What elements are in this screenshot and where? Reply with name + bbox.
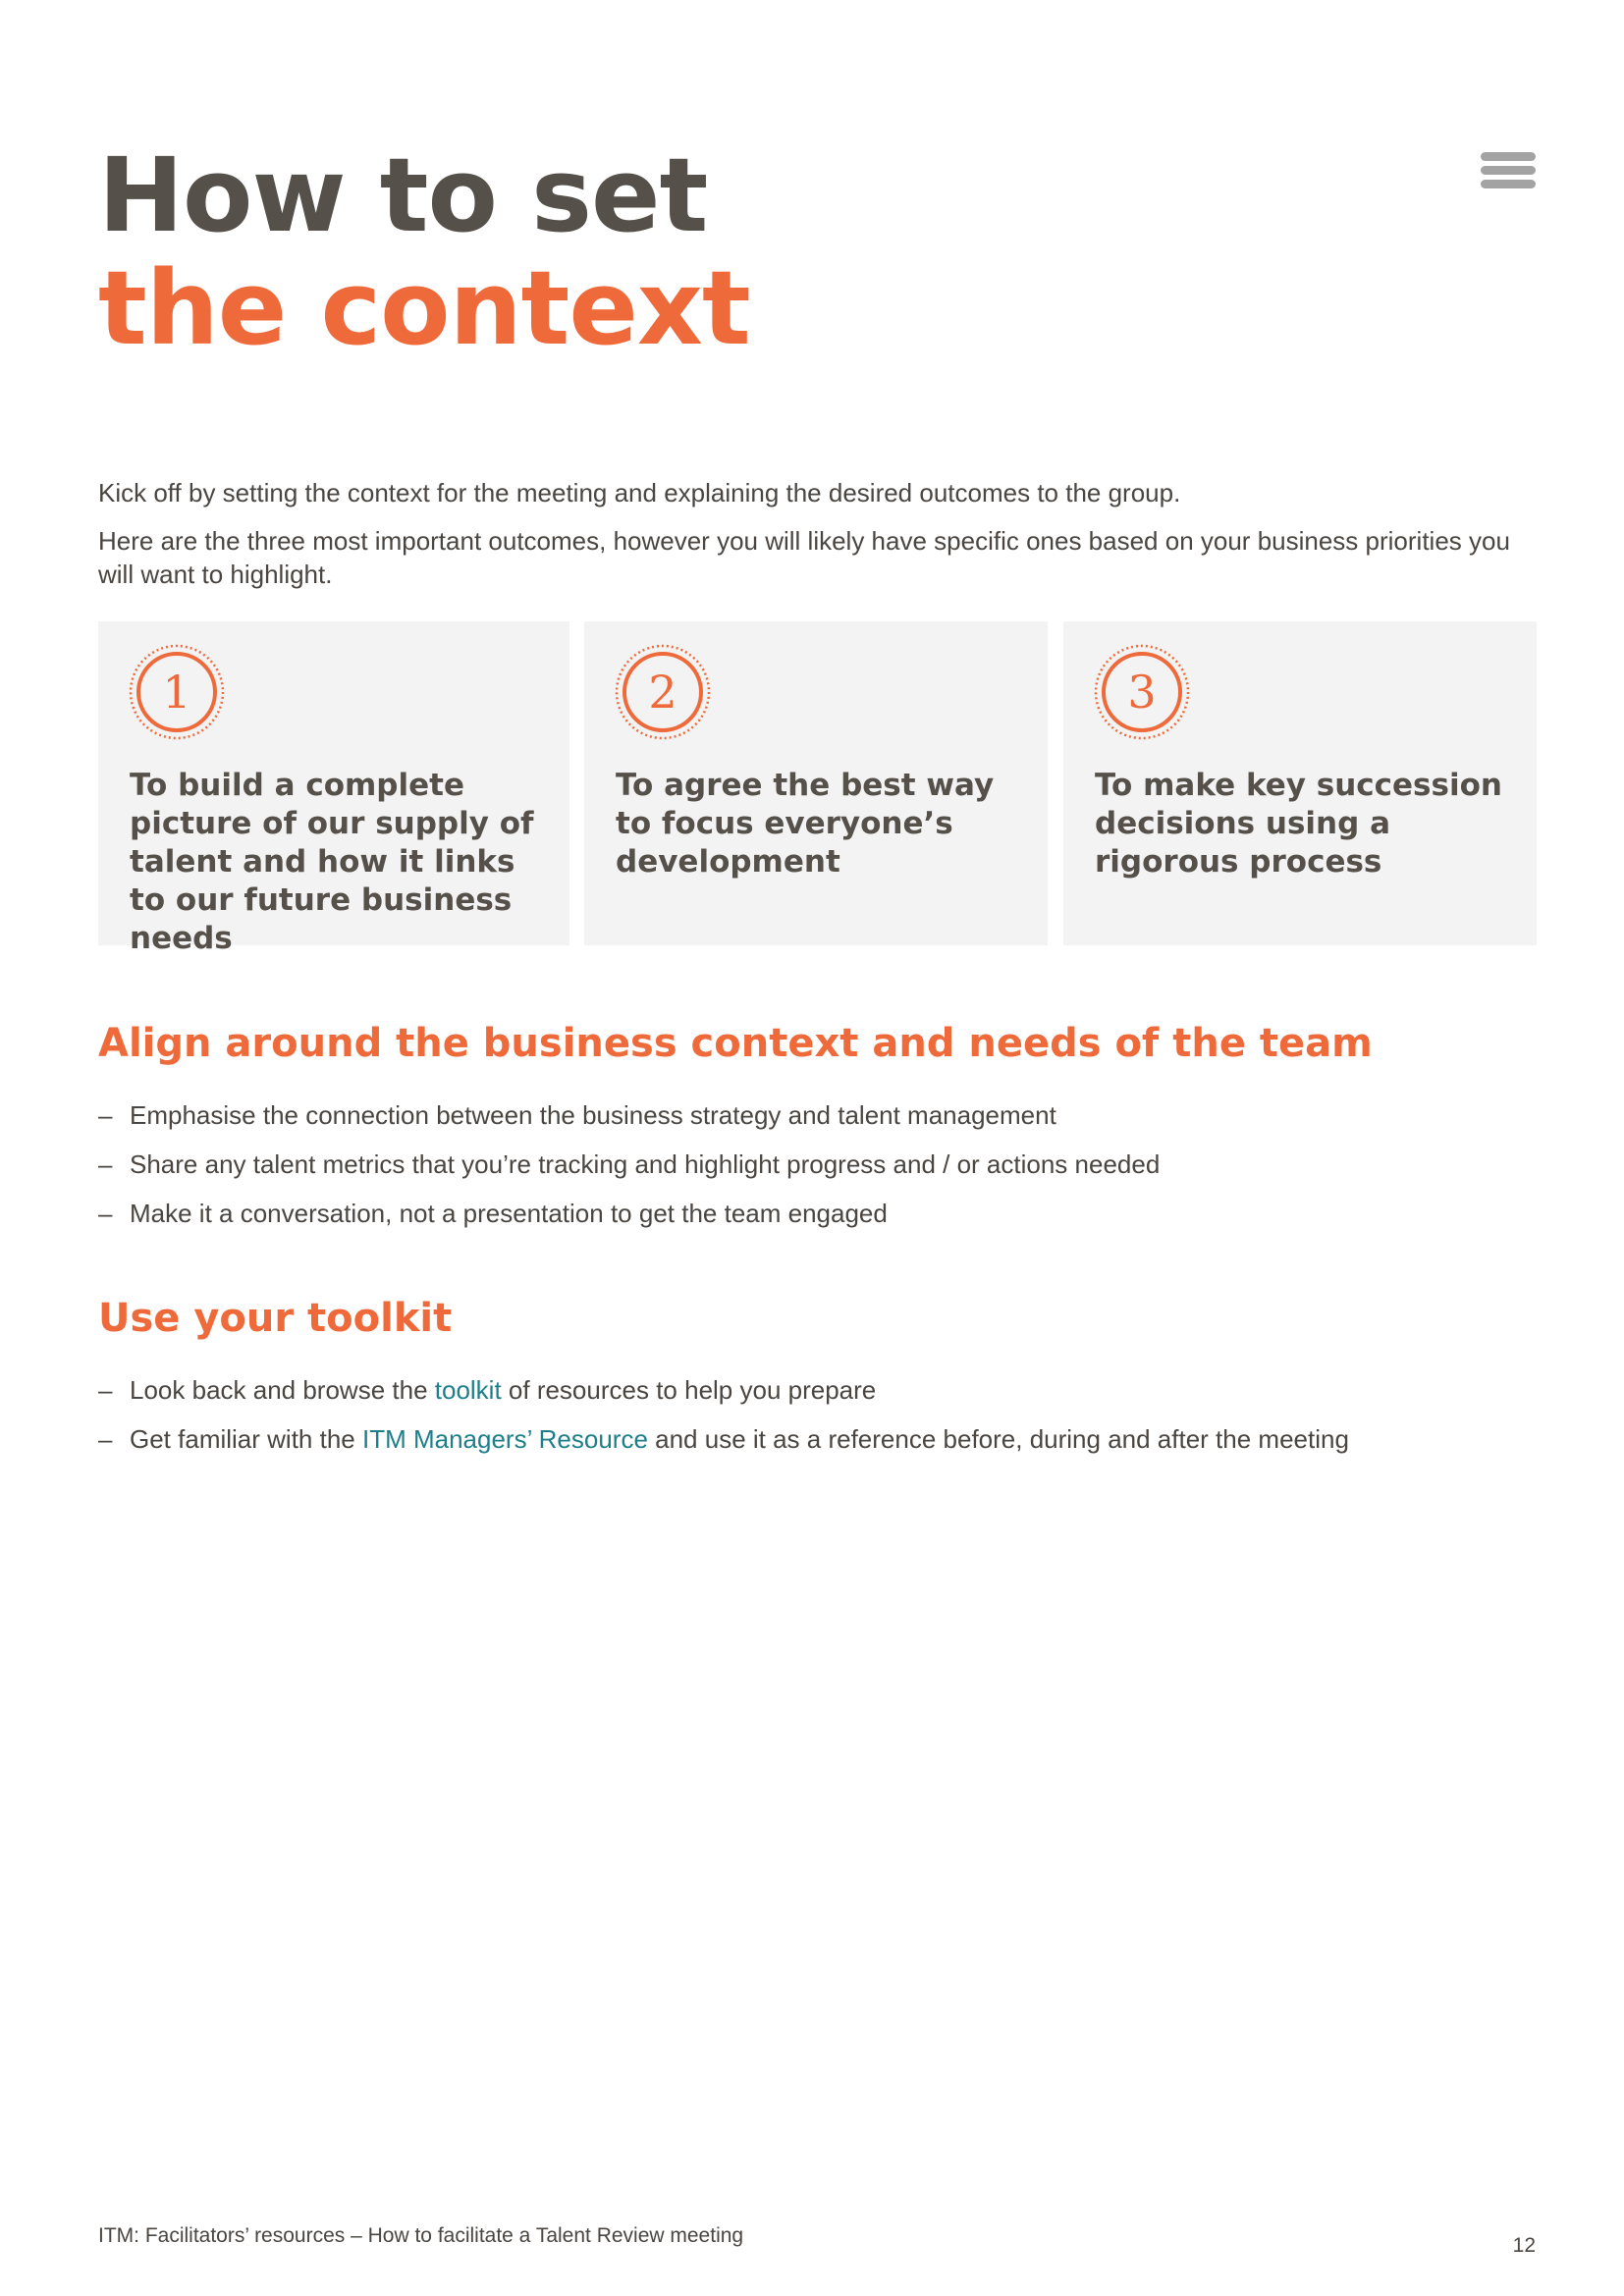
- number-badge-1: [128, 643, 226, 741]
- list-item: [98, 1098, 1532, 1132]
- dash-marker: –: [98, 1424, 113, 1454]
- bullet-text-before: Get familiar with the: [130, 1424, 362, 1454]
- dash-marker: –: [98, 1375, 113, 1405]
- outcome-card-1: [98, 621, 569, 956]
- intro-paragraph-1: Kick off by setting the context for the meeting and explaining the desired outcomes to the group.: [98, 478, 1181, 507]
- footer-text: ITM: Facilitators’ resources – How to facilitate a Talent Review meeting: [98, 2224, 744, 2247]
- bullet-text-after: and use it as a reference before, during and after the meeting: [647, 1424, 1349, 1454]
- list-item: [98, 1197, 1532, 1230]
- number-circle-icon: [614, 643, 712, 741]
- toolkit-heading: Use your toolkit: [98, 1296, 453, 1341]
- outcome-card-3: [1063, 621, 1537, 945]
- number-badge-2: [614, 643, 712, 741]
- number-circle-icon: [1093, 643, 1191, 741]
- dash-marker: –: [98, 1199, 113, 1228]
- number-circle-icon: [128, 643, 226, 741]
- bullet-text: Make it a conversation, not a presentation to get the team engaged: [130, 1199, 888, 1228]
- dash-marker: –: [98, 1100, 113, 1130]
- outcome-cards: [98, 621, 1537, 956]
- menu-bar: [1481, 166, 1536, 175]
- list-item: [98, 1373, 1532, 1407]
- menu-bar: [1481, 152, 1536, 161]
- menu-bar: [1481, 180, 1536, 188]
- bullet-text: Emphasise the connection between the business strategy and talent management: [130, 1100, 1056, 1130]
- bullet-text-before: Look back and browse the: [130, 1375, 435, 1405]
- page-title: [98, 135, 750, 368]
- outcome-number-3: 3: [1127, 666, 1157, 719]
- intro-text: [98, 476, 1532, 606]
- outcome-text-1: To build a complete picture of our supply of talent and how it links to our future business needs: [130, 768, 534, 956]
- dash-marker: –: [98, 1149, 113, 1179]
- bullet-text: Share any talent metrics that you’re tracking and highlight progress and / or actions needed: [130, 1149, 1161, 1179]
- toolkit-link[interactable]: toolkit: [434, 1375, 502, 1405]
- intro-paragraph-2: Here are the three most important outcomes, however you will likely have specific ones based on your business priorities you will want to highlight.: [98, 526, 1510, 589]
- itm-managers-resource-link[interactable]: ITM Managers’ Resource: [361, 1424, 648, 1454]
- outcome-number-1: 1: [162, 666, 191, 719]
- outcome-number-2: 2: [648, 666, 677, 719]
- outcome-text-2: To agree the best way to focus everyone’s development: [616, 768, 995, 880]
- list-item: [98, 1422, 1532, 1456]
- toolkit-bullet-list: [98, 1373, 1532, 1471]
- bullet-text-after: of resources to help you prepare: [501, 1375, 877, 1405]
- outcome-card-2: [584, 621, 1048, 945]
- hamburger-menu-icon[interactable]: [1481, 152, 1536, 191]
- page-title-line-2: the context: [98, 248, 750, 368]
- align-bullet-list: [98, 1098, 1532, 1246]
- page-number: 12: [1512, 2234, 1536, 2257]
- outcome-text-3: To make key succession decisions using a rigorous process: [1095, 768, 1502, 880]
- number-badge-3: [1093, 643, 1191, 741]
- list-item: [98, 1148, 1532, 1181]
- page-title-line-1: How to set: [98, 135, 708, 255]
- align-heading: Align around the business context and needs of the team: [98, 1021, 1373, 1066]
